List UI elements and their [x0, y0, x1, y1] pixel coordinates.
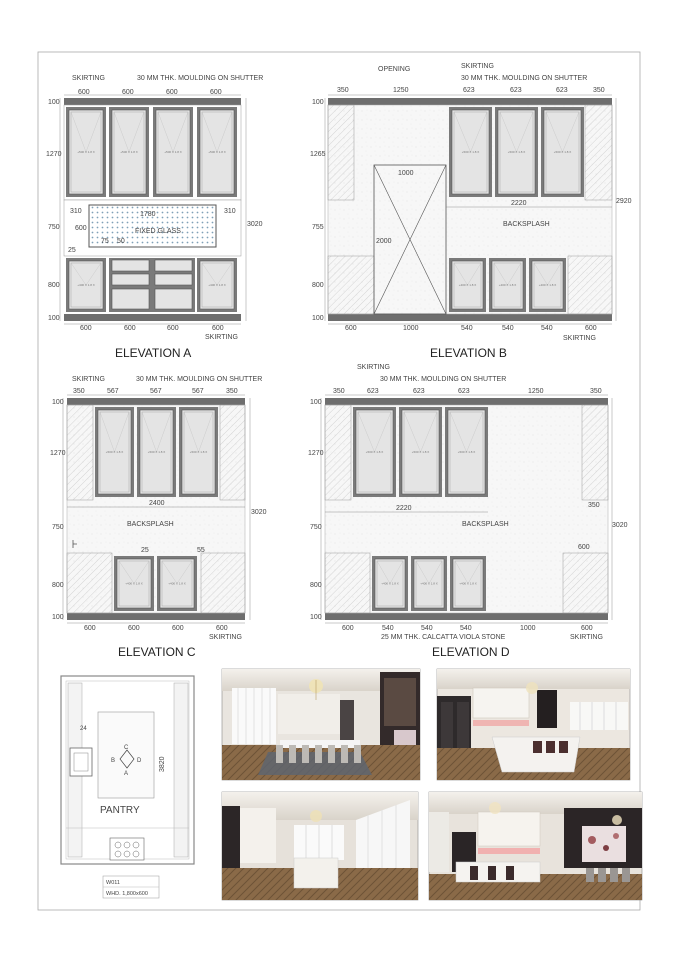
- dim: 600: [166, 89, 178, 96]
- dim: 567: [107, 388, 119, 395]
- dim: 350: [337, 87, 349, 94]
- shutter-tag: +500 X 1.8 X: [77, 150, 95, 154]
- ceiling-band: [328, 98, 612, 105]
- stone-note: 25 MM THK. CALCATTA VIOLA STONE: [381, 634, 506, 641]
- cabinet-shutter: [372, 556, 408, 611]
- cabinet-shutter: [541, 107, 584, 197]
- cabinet-shutter: [137, 407, 176, 497]
- elevation-b-title: ELEVATION B: [430, 346, 507, 360]
- cabinet-shutter: [197, 258, 237, 312]
- dim: 1000: [398, 170, 414, 177]
- dim: 2920: [616, 198, 632, 205]
- shutter-tag: +500 X 1.8 X: [553, 150, 572, 154]
- dim: 3020: [612, 522, 628, 529]
- moulding-note: 30 MM THK. MOULDING ON SHUTTER: [380, 376, 507, 383]
- dim: 350: [593, 87, 605, 94]
- lower-cabinets: [449, 258, 566, 312]
- skirting-label: SKIRTING: [72, 75, 105, 82]
- dim: 600: [216, 625, 228, 632]
- backsplash-label: BACKSPLASH: [503, 221, 550, 228]
- dim: 1270: [46, 151, 62, 158]
- shutter-tag: +400 X 1.8 X: [125, 581, 143, 586]
- dim: 100: [312, 99, 324, 106]
- shutter-tag: +500 X 1.8 X: [457, 450, 476, 454]
- svg-text:C: C: [124, 745, 129, 751]
- dim: 2220: [396, 505, 412, 512]
- cabinet-shutter: [445, 407, 488, 497]
- moulding-note: 30 MM THK. MOULDING ON SHUTTER: [461, 75, 588, 82]
- cabinet-shutter: [157, 556, 197, 611]
- dim: 567: [192, 388, 204, 395]
- shutter-tag: +400 X 1.8 X: [208, 283, 226, 287]
- shutter-tag: +400 X 1.8 X: [168, 581, 186, 586]
- sink: [70, 748, 92, 776]
- cabinet-shutter: [449, 107, 492, 197]
- cabinet-shutter: [114, 556, 154, 611]
- shutter-tag: +500 X 1.8 X: [105, 450, 124, 454]
- dim: 2400: [149, 500, 165, 507]
- dim: 100: [312, 315, 324, 322]
- dim: 623: [556, 87, 568, 94]
- shutter-tag: +400 X 1.8 X: [498, 283, 517, 287]
- dim: 750: [48, 224, 60, 231]
- dim: 600: [210, 89, 222, 96]
- fixed-glass-label: FIXED GLASS: [135, 228, 181, 235]
- cabinet-shutter: [66, 258, 106, 312]
- dim: 600: [75, 225, 87, 232]
- dim: 25: [141, 547, 149, 554]
- skirting-label: SKIRTING: [205, 334, 238, 341]
- dim: 1250: [393, 87, 409, 94]
- dim: 600: [212, 325, 224, 332]
- skirting-band: [64, 314, 241, 321]
- dim: 3820: [159, 756, 166, 772]
- skirting-label: SKIRTING: [72, 376, 105, 383]
- dim: 350: [333, 388, 345, 395]
- skirting-label: SKIRTING: [563, 335, 596, 342]
- dim: 600: [167, 325, 179, 332]
- dim: 2220: [511, 200, 527, 207]
- dim: 750: [310, 524, 322, 531]
- dim: 1265: [310, 151, 326, 158]
- dim: 600: [84, 625, 96, 632]
- dim: 755: [312, 224, 324, 231]
- elevation-c-title: ELEVATION C: [118, 645, 196, 659]
- cabinet-shutter: [495, 107, 538, 197]
- shutter-tag: +400 X 1.8 X: [381, 581, 399, 586]
- dim: 600: [128, 625, 140, 632]
- dim: 540: [502, 325, 514, 332]
- elevation-d: [308, 364, 628, 659]
- dim: 600: [342, 625, 354, 632]
- dim: 350: [73, 388, 85, 395]
- dim: 55: [197, 547, 205, 554]
- elevation-a-title: ELEVATION A: [115, 346, 192, 360]
- dim: 600: [122, 89, 134, 96]
- cabinet-shutter: [411, 556, 447, 611]
- dim: 600: [578, 544, 590, 551]
- cabinet-shutter: [399, 407, 442, 497]
- dim: 600: [581, 625, 593, 632]
- cabinet-shutter: [449, 258, 486, 312]
- backsplash-label: BACKSPLASH: [462, 521, 509, 528]
- dim: 623: [510, 87, 522, 94]
- shutter-tag: +400 X 1.8 X: [420, 581, 438, 586]
- dim: 100: [310, 399, 322, 406]
- dim: 800: [48, 282, 60, 289]
- cabinet-shutter: [450, 556, 486, 611]
- shutter-tag: +500 X 1.8 X: [507, 150, 526, 154]
- dim: 600: [80, 325, 92, 332]
- shutter-tag: +500 X 1.8 X: [365, 450, 384, 454]
- elevation-a: [46, 75, 263, 360]
- dim: 50: [117, 238, 125, 245]
- lower-cabinets: [372, 556, 486, 611]
- skirting-band: [328, 314, 612, 321]
- island-counter: [98, 712, 154, 798]
- svg-text:A: A: [124, 771, 129, 777]
- svg-text:D: D: [137, 758, 142, 764]
- cabinet-shutter: [197, 107, 237, 197]
- cooktop: [110, 838, 144, 860]
- open-kitchen-render: [429, 792, 642, 900]
- cabinet-shutter: [153, 107, 193, 197]
- room-label: PANTRY: [100, 805, 140, 816]
- dim: 100: [48, 315, 60, 322]
- elevation-d-title: ELEVATION D: [432, 645, 510, 659]
- dim: 623: [367, 388, 379, 395]
- cabinet-shutter: [66, 107, 106, 197]
- ceiling-band: [67, 398, 245, 405]
- kitchen-island-render: [437, 669, 630, 780]
- upper-cabinets: [353, 407, 488, 497]
- dim: 540: [382, 625, 394, 632]
- svg-text:W011: W011: [106, 880, 120, 886]
- dim: 100: [52, 399, 64, 406]
- dim: 750: [52, 524, 64, 531]
- dim: 3020: [247, 221, 263, 228]
- shutter-tag: +500 X 1.8 X: [411, 450, 430, 454]
- shutter-tag: +500 X 1.8 X: [120, 150, 138, 154]
- dim: 1270: [308, 450, 324, 457]
- dim: 2000: [376, 238, 392, 245]
- dim: 1270: [50, 450, 66, 457]
- skirting-label: SKIRTING: [461, 63, 494, 70]
- cabinet-shutter: [353, 407, 396, 497]
- dim: 1250: [528, 388, 544, 395]
- dim: 600: [78, 89, 90, 96]
- shutter-tag: +400 X 1.8 X: [458, 283, 477, 287]
- cabinet-shutter: [109, 107, 149, 197]
- shutter-tag: +400 X 1.8 X: [77, 283, 95, 287]
- dim: 600: [345, 325, 357, 332]
- skirting-band: [325, 613, 608, 620]
- dim: 540: [461, 325, 473, 332]
- dim: 600: [124, 325, 136, 332]
- ceiling-band: [325, 398, 608, 405]
- moulding-note: 30 MM THK. MOULDING ON SHUTTER: [136, 376, 263, 383]
- dim: 623: [413, 388, 425, 395]
- skirting-label: SKIRTING: [570, 634, 603, 641]
- upper-cabinets: [95, 407, 218, 497]
- dim: 100: [48, 99, 60, 106]
- cabinet-shutter: [489, 258, 526, 312]
- skirting-label: SKIRTING: [357, 364, 390, 371]
- shutter-tag: +400 X 1.8 X: [459, 581, 477, 586]
- dim: 540: [421, 625, 433, 632]
- shutter-tag: +500 X 1.8 X: [208, 150, 226, 154]
- dim: 800: [52, 582, 64, 589]
- skirting-label: SKIRTING: [209, 634, 242, 641]
- dim: 25: [68, 247, 76, 254]
- elevation-c: [50, 376, 267, 659]
- dim: 800: [310, 582, 322, 589]
- dim: 600: [585, 325, 597, 332]
- cabinet-shutter: [529, 258, 566, 312]
- dim: 1780: [140, 211, 156, 218]
- dim: 310: [70, 208, 82, 215]
- moulding-note: 30 MM THK. MOULDING ON SHUTTER: [137, 75, 264, 82]
- elevation-b: [310, 63, 632, 360]
- dining-room-render: [222, 669, 420, 780]
- svg-text:B: B: [111, 758, 116, 764]
- dim: 350: [588, 502, 600, 509]
- pantry-floor-plan: [61, 676, 194, 898]
- dim: 24: [80, 726, 87, 732]
- ceiling-band: [64, 98, 241, 105]
- skirting-band: [67, 613, 245, 620]
- dim: 540: [541, 325, 553, 332]
- dim: 600: [172, 625, 184, 632]
- dim: 350: [590, 388, 602, 395]
- backsplash-label: BACKSPLASH: [127, 521, 174, 528]
- lower-cabinets: [66, 258, 237, 312]
- opening-label: OPENING: [378, 66, 411, 73]
- dim: 100: [52, 614, 64, 621]
- dim: 623: [458, 388, 470, 395]
- dim: 1000: [403, 325, 419, 332]
- shutter-tag: +500 X 1.8 X: [164, 150, 182, 154]
- dim: 75: [101, 238, 109, 245]
- upper-cabinets: [449, 107, 584, 197]
- svg-text:WHD. 1,800x600: WHD. 1,800x600: [106, 891, 148, 897]
- dim: 567: [150, 388, 162, 395]
- dim: 310: [224, 208, 236, 215]
- shutter-tag: +500 X 1.8 X: [461, 150, 480, 154]
- shutter-tag: +400 X 1.8 X: [538, 283, 557, 287]
- shutter-tag: +500 X 1.8 X: [189, 450, 208, 454]
- shutter-tag: +500 X 1.8 X: [147, 450, 166, 454]
- hallway-kitchen-render: [222, 792, 418, 900]
- dim: 3020: [251, 509, 267, 516]
- dim: 540: [460, 625, 472, 632]
- dim: 350: [226, 388, 238, 395]
- dim: 1000: [520, 625, 536, 632]
- dim: 100: [310, 614, 322, 621]
- cabinet-shutter: [95, 407, 134, 497]
- dim: 623: [463, 87, 475, 94]
- dim: 800: [312, 282, 324, 289]
- cabinet-shutter: [179, 407, 218, 497]
